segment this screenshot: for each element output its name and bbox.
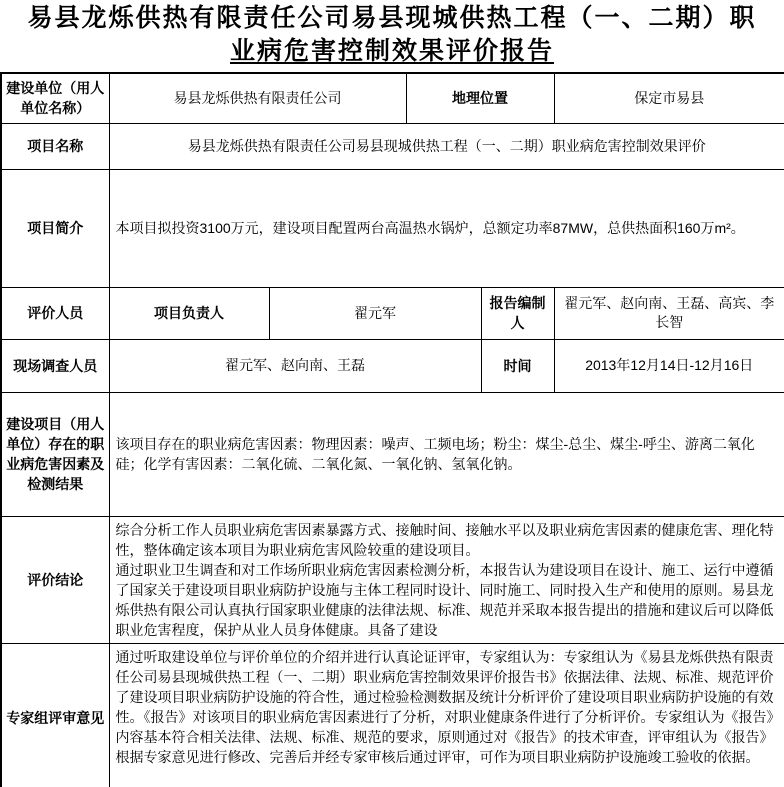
row-project-name bbox=[1, 123, 784, 169]
report-compilers-label: 报告编制人 bbox=[481, 287, 554, 339]
report-compilers-value: 翟元军、赵向南、王磊、高宾、李长智 bbox=[554, 287, 784, 339]
construction-unit-value: 易县龙烁供热有限责任公司 bbox=[109, 73, 406, 123]
project-name-label: 项目名称 bbox=[1, 123, 109, 169]
evaluators-label: 评价人员 bbox=[1, 287, 109, 339]
evaluation-conclusion-para1: 综合分析工作人员职业病危害因素暴露方式、接触时间、接触水平以及职业病危害因素的健康危害、理化特性，整体确定该本项目为职业病危害风险较重的建设项目。 bbox=[115, 521, 774, 558]
report-title bbox=[0, 0, 784, 72]
row-construction-unit bbox=[1, 73, 784, 123]
geographic-location-label: 地理位置 bbox=[406, 73, 554, 123]
hazard-factors-value: 该项目存在的职业病危害因素：物理因素：噪声、工频电场；粉尘：煤尘-总尘、煤尘-呼尘、游离二氧化硅；化学有害因素：二氧化硫、二氧化氮、一氧化钠、氢氧化钠。 bbox=[109, 392, 784, 516]
time-label: 时间 bbox=[481, 339, 554, 392]
site-investigators-value: 翟元军、赵向南、王磊 bbox=[109, 339, 481, 392]
expert-review-label: 专家组评审意见 bbox=[1, 643, 109, 787]
project-intro-value: 本项目拟投资3100万元，建设项目配置两台高温热水锅炉，总额定功率87MW，总供热面积160万m²。 bbox=[109, 169, 784, 287]
project-leader-label: 项目负责人 bbox=[109, 287, 269, 339]
geographic-location-value: 保定市易县 bbox=[554, 73, 784, 123]
time-value: 2013年12月14日-12月16日 bbox=[554, 339, 784, 392]
report-title-line2: 业病危害控制效果评价报告 bbox=[229, 37, 554, 65]
evaluation-conclusion-para2: 通过职业卫生调查和对工作场所职业病危害因素检测分析，本报告认为建设项目在设计、施工、运行中遵循了国家关于建设项目职业病防护设施与主体工程同时设计、同时施工、同时投入生产和使用的原则。易县龙烁供热有限公司认真执行国家职业健康的法律法规、标准、规范并采取本报告提出的措施和建议后可以降低职业危害程度，保护从业人员身体健康。具备了建设 bbox=[115, 561, 774, 638]
project-leader-value: 翟元军 bbox=[269, 287, 481, 339]
row-evaluation-conclusion bbox=[1, 516, 784, 643]
evaluation-conclusion-label: 评价结论 bbox=[1, 516, 109, 643]
report-title-line1: 易县龙烁供热有限责任公司易县现城供热工程（一、二期）职 bbox=[27, 4, 757, 32]
report-table bbox=[0, 72, 784, 787]
expert-review-value: 通过听取建设单位与评价单位的介绍并进行认真论证评审，专家组认为：专家组认为《易县龙烁供热有限责任公司易县现城供热工程（一、二期）职业病危害控制效果评价报告书》依据法律、法规、标准、规范评价了建设项目职业病防护设施的符合性，通过检验检测数据及统计分析评价了建设项目职业病防护设施的有效性。《报告》对该项目的职业病危害因素进行了分析，对职业健康条件进行了分析评价。专家组认为《报告》内容基本符合相关法律、法规、标准、规范的要求，原则通过对《报告》的技术审查，评审组认为《报告》根据专家意见进行修改、完善后并经专家审核后通过评审，可作为项目职业病防护设施竣工验收的依据。 bbox=[109, 643, 784, 787]
site-investigators-label: 现场调查人员 bbox=[1, 339, 109, 392]
construction-unit-label: 建设单位（用人单位名称） bbox=[1, 73, 109, 123]
row-site-investigators bbox=[1, 339, 784, 392]
evaluation-conclusion-value bbox=[109, 516, 784, 643]
hazard-factors-label: 建设项目（用人单位）存在的职业病危害因素及检测结果 bbox=[1, 392, 109, 516]
row-project-intro bbox=[1, 169, 784, 287]
project-intro-label: 项目简介 bbox=[1, 169, 109, 287]
project-name-value: 易县龙烁供热有限责任公司易县现城供热工程（一、二期）职业病危害控制效果评价 bbox=[109, 123, 784, 169]
row-expert-review bbox=[1, 643, 784, 787]
row-hazard-factors bbox=[1, 392, 784, 516]
row-evaluators bbox=[1, 287, 784, 339]
